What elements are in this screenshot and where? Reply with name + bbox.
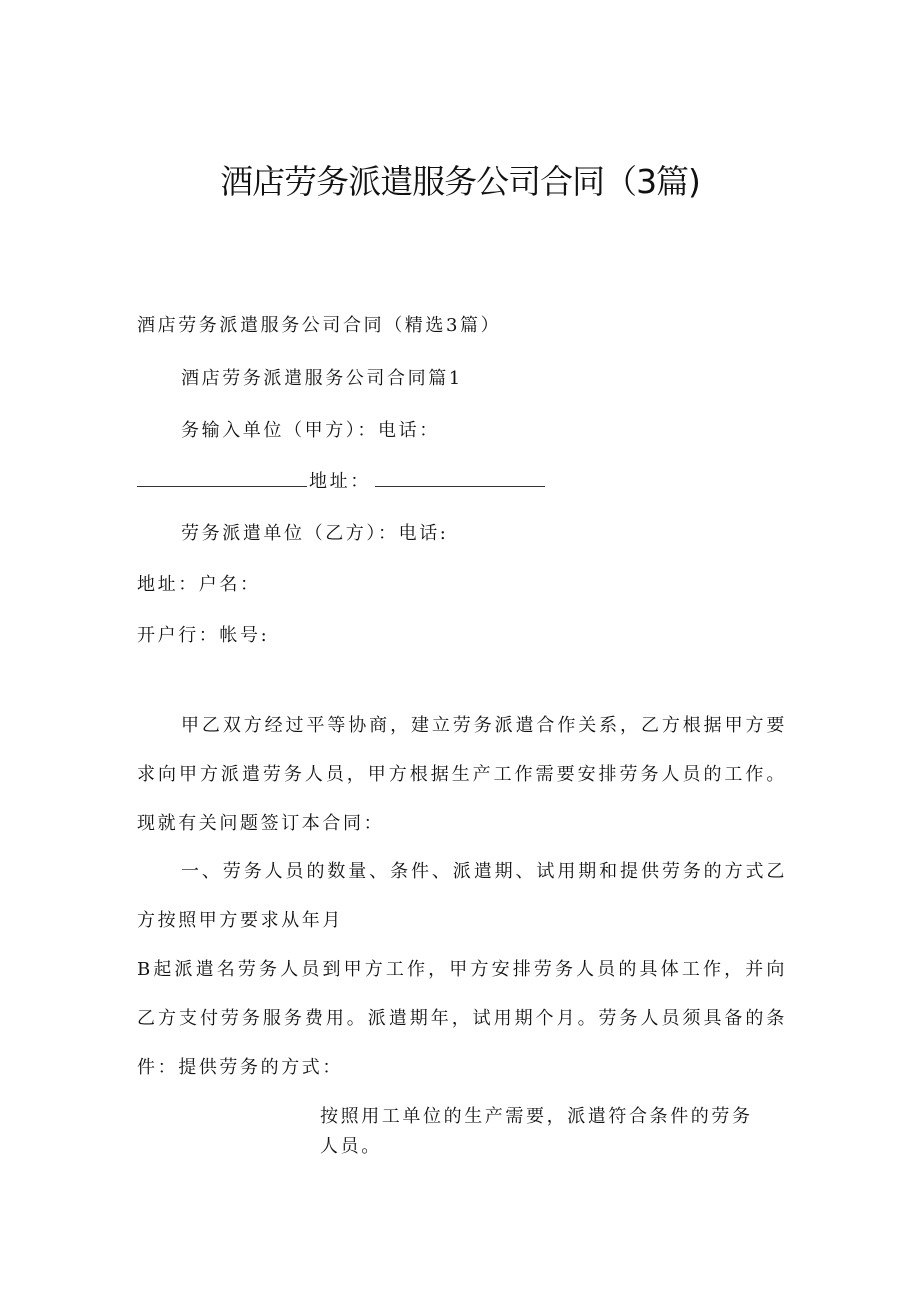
clause-one: 一、劳务人员的数量、条件、派遣期、试用期和提供劳务的方式乙方按照甲方要求从年月 xyxy=(137,861,787,931)
address-account-line: 地址：户名： xyxy=(137,574,261,595)
address-label: 地址： xyxy=(309,471,371,492)
bank-account-line: 开户行：帐号: xyxy=(137,625,270,646)
party-a-address-line xyxy=(137,467,545,497)
blank-field-line xyxy=(375,468,545,487)
closing-line: 按照用工单位的生产需要，派遣符合条件的劳务人员。 xyxy=(320,1106,753,1157)
clause-one-continued: B起派遣名劳务人员到甲方工作，甲方安排劳务人员的具体工作，并向乙方支付劳务服务费用。派遣期年，试用期个月。劳务人员须具备的条件：提供劳务的方式： xyxy=(137,959,787,1078)
intro-paragraph: 甲乙双方经过平等协商，建立劳务派遣合作关系，乙方根据甲方要求向甲方派遣劳务人员，甲方根据生产工作需要安排劳务人员的工作。现就有关问题签订本合同： xyxy=(137,715,787,834)
document-subtitle: 酒店劳务派遣服务公司合同（精选3篇） xyxy=(137,315,502,336)
party-b-line: 劳务派遣单位（乙方）：电话: xyxy=(181,523,449,544)
section-heading: 酒店劳务派遣服务公司合同篇1 xyxy=(181,368,463,389)
document-title: 酒店劳务派遣服务公司合同（3篇) xyxy=(220,162,700,201)
blank-field-line xyxy=(137,468,307,487)
party-a-line: 务输入单位（甲方）：电话： xyxy=(181,420,440,441)
